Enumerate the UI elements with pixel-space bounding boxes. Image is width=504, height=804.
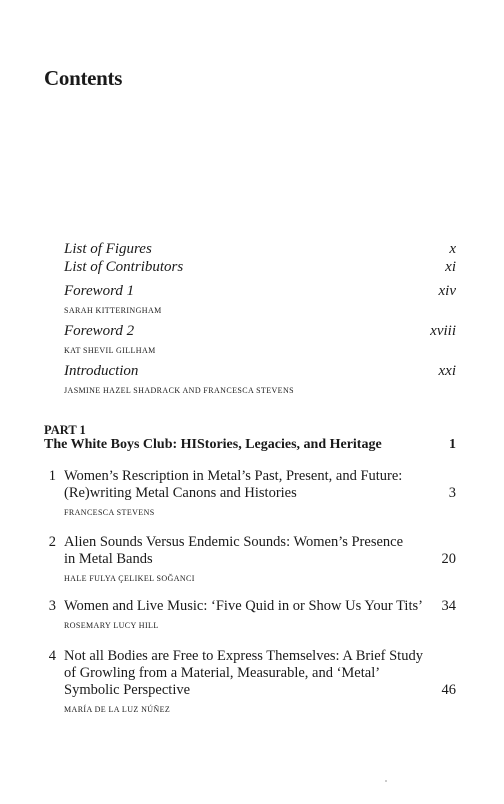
chapter-number: 3 [48, 598, 56, 614]
toc-entry-foreword-1 [64, 282, 456, 315]
page-title: Contents [44, 66, 123, 90]
chapter-title: Not all Bodies are Free to Express Themselves: A Brief Study of Growling from a Material, Measurable, and ‘Metal’ Symbolic Perspective [64, 648, 423, 698]
toc-entry-title: Foreword 2 [64, 323, 135, 339]
toc-entry-page: x [449, 241, 456, 257]
chapter-entry-3 [44, 598, 456, 630]
chapter-page: 46 [441, 682, 456, 698]
chapter-title: Women and Live Music: ‘Five Quid in or Show Us Your Tits’ [64, 598, 423, 614]
toc-entry-page: xi [445, 259, 456, 275]
toc-entry-author: KAT SHEVIL GILLHAM [64, 346, 156, 355]
chapter-number: 2 [48, 534, 56, 550]
part-label: PART 1 [44, 423, 86, 437]
toc-entry-foreword-2 [64, 322, 456, 355]
chapter-entry-2 [44, 534, 456, 583]
chapter-page: 34 [441, 598, 456, 614]
toc-entry-list-of-figures [64, 240, 456, 258]
chapter-page: 3 [448, 485, 456, 501]
toc-entry-page: xxi [438, 363, 456, 379]
chapter-title: Alien Sounds Versus Endemic Sounds: Women’s Presence in Metal Bands [64, 534, 404, 567]
toc-entry-list-of-contributors [64, 258, 456, 276]
toc-entry-title: List of Figures [64, 241, 152, 257]
scan-speck [385, 780, 387, 782]
toc-entry-title: List of Contributors [64, 259, 184, 275]
chapter-title: Women’s Rescription in Metal’s Past, Present, and Future: (Re)writing Metal Canons and Histories [64, 468, 403, 501]
chapter-author: ROSEMARY LUCY HILL [64, 621, 159, 630]
chapter-entry-4 [44, 648, 456, 714]
part-page: 1 [449, 437, 456, 452]
toc-entry-introduction [64, 362, 456, 395]
chapter-entry-1 [44, 468, 456, 517]
chapter-author: HALE FULYA ÇELIKEL SOĞANCI [64, 574, 195, 583]
chapter-page: 20 [441, 551, 456, 567]
toc-entry-author: JASMINE HAZEL SHADRACK AND FRANCESCA STEVENS [64, 386, 294, 395]
part-title: The White Boys Club: HIStories, Legacies, and Heritage [44, 437, 382, 452]
chapter-author: MARÍA DE LA LUZ NÚÑEZ [64, 705, 171, 714]
toc-entry-page: xviii [430, 323, 456, 339]
toc-entry-title: Introduction [64, 363, 139, 379]
part-title-row [44, 436, 456, 454]
toc-entry-author: SARAH KITTERINGHAM [64, 306, 162, 315]
toc-entry-page: xiv [438, 283, 456, 299]
chapter-author: FRANCESCA STEVENS [64, 508, 155, 517]
toc-entry-title: Foreword 1 [64, 283, 135, 299]
chapter-number: 1 [48, 468, 56, 484]
chapter-number: 4 [48, 648, 56, 664]
